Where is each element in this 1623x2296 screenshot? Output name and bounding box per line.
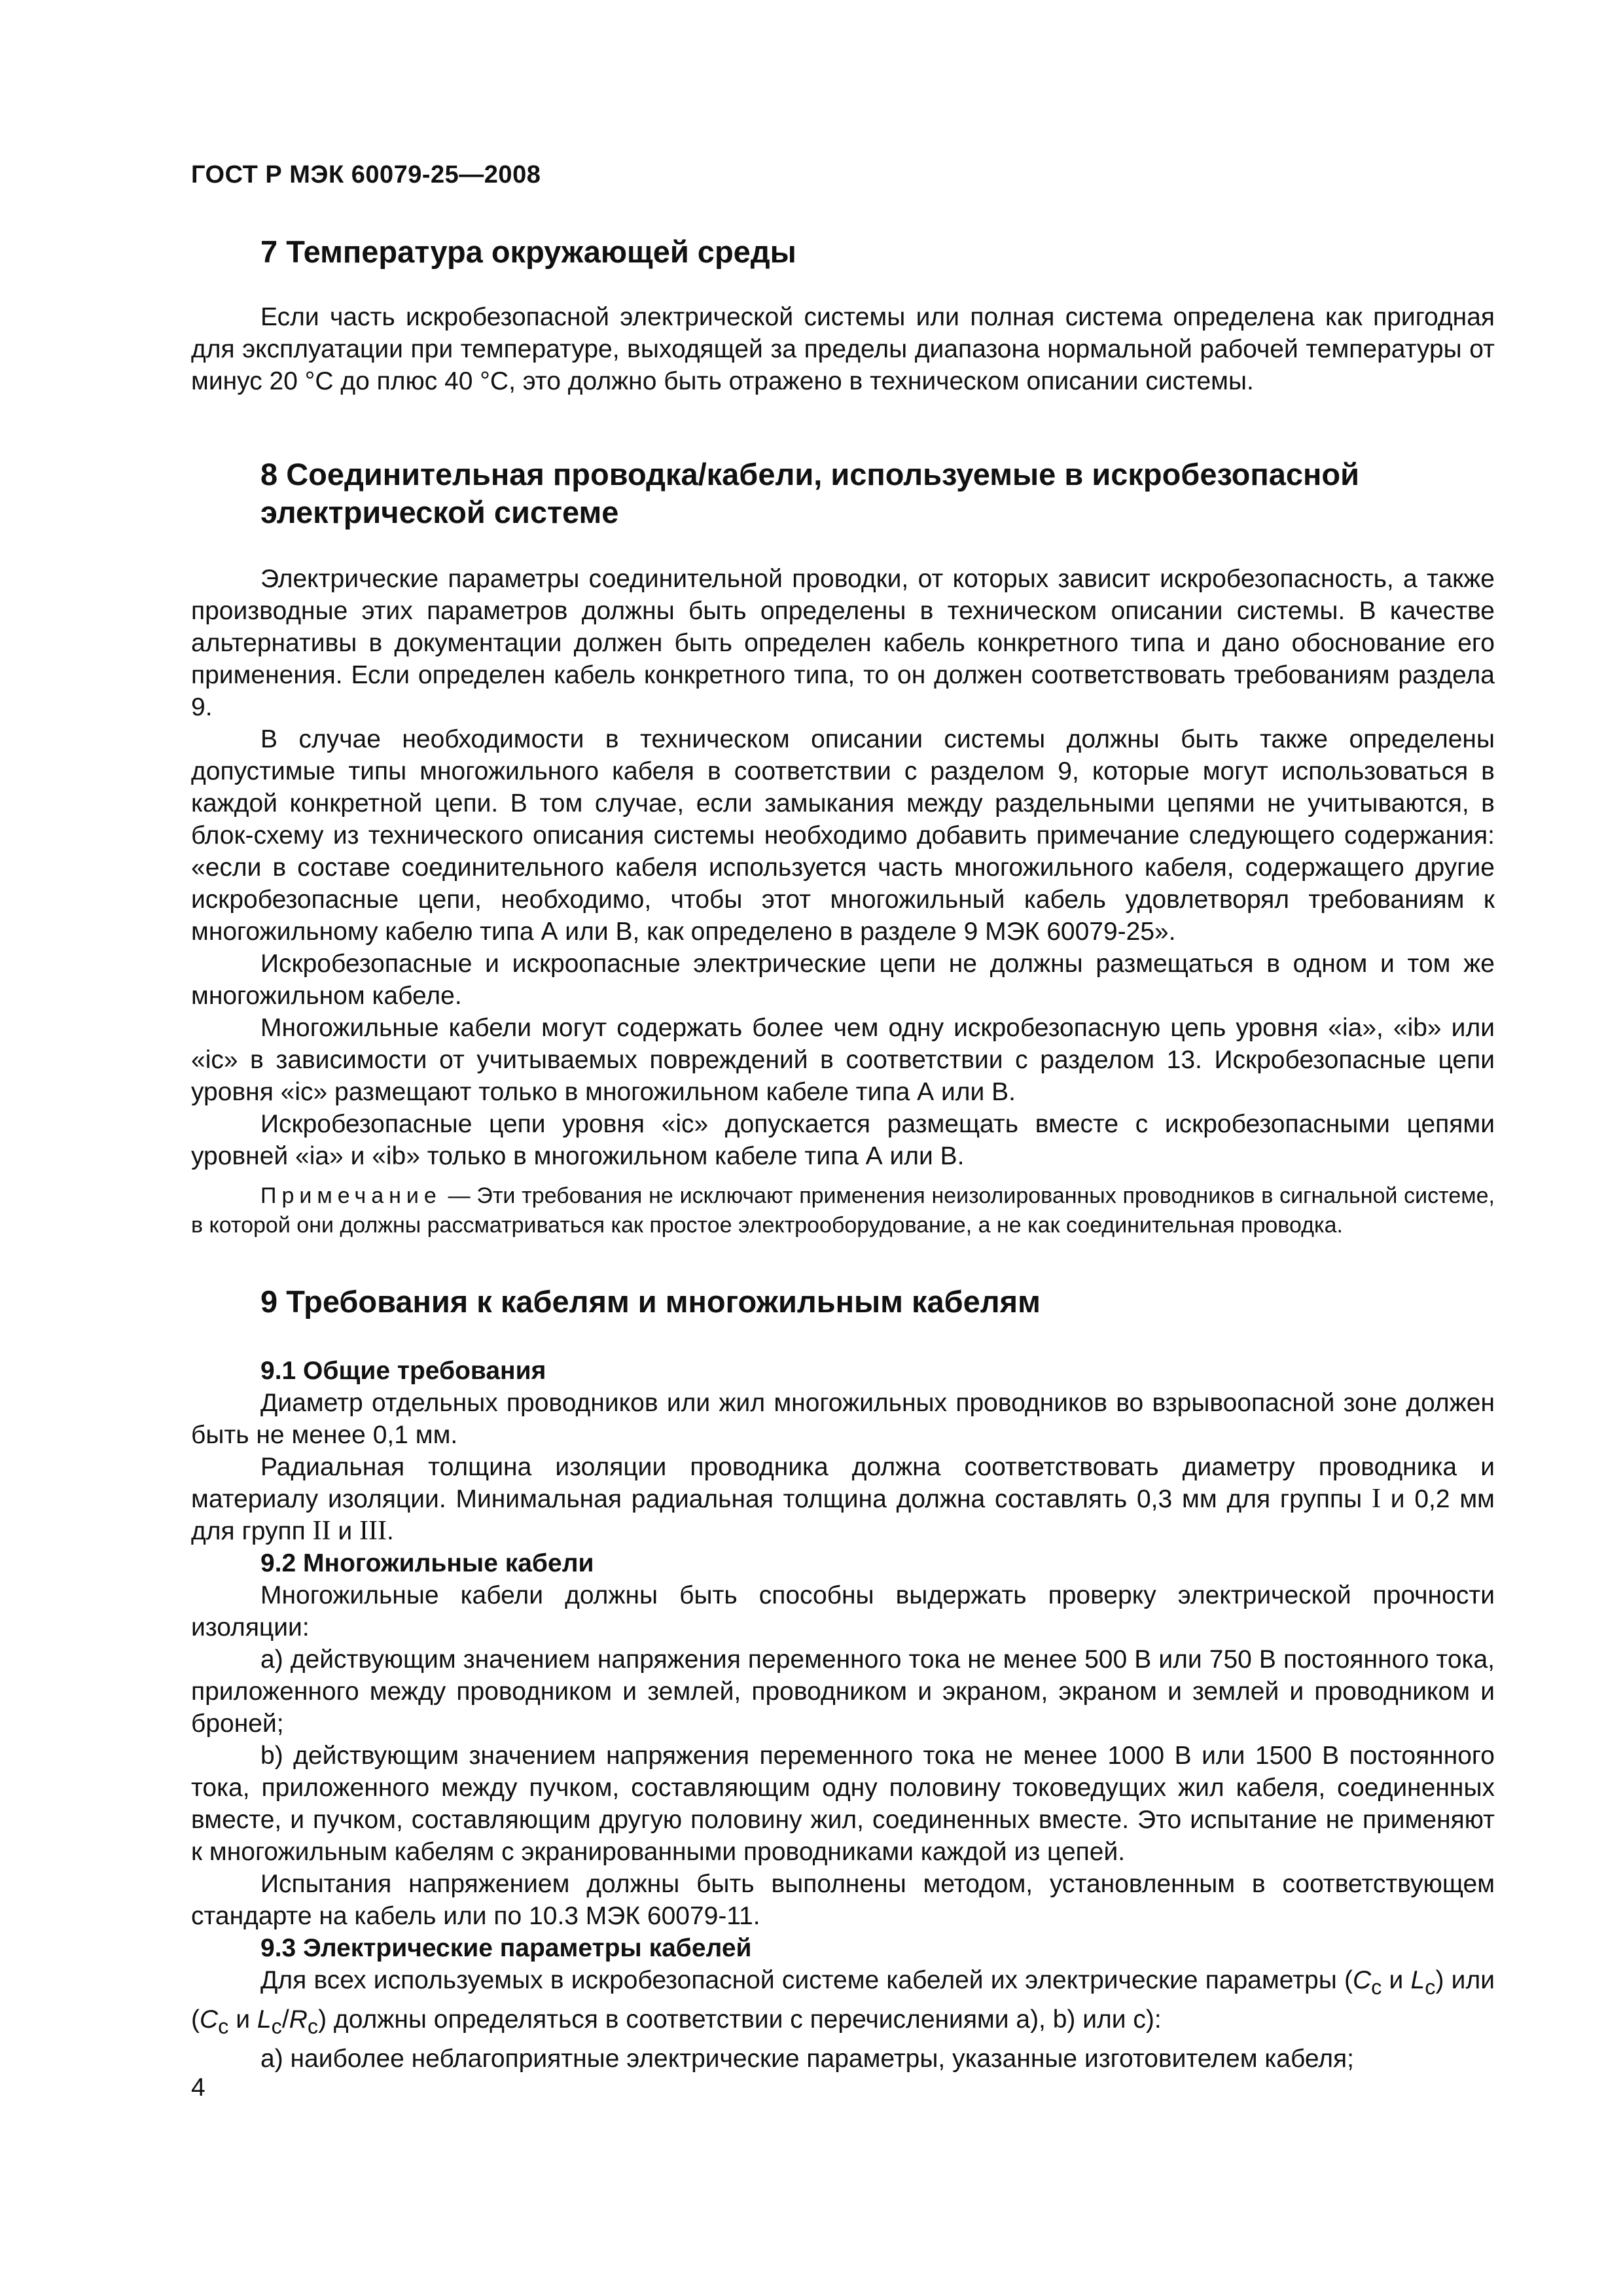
text: и [1382,1966,1411,1994]
roman-numeral: II [312,1516,331,1546]
section-8-title-line-2: электрической системе [260,495,619,529]
text: . [386,1517,394,1545]
paragraph: Многожильные кабели должны быть способны выдержать проверку электрической прочности изоляции: [191,1581,1495,1641]
paragraph: Многожильные кабели могут содержать более чем одну искробезопасную цепь уровня «ia», «ib» или «ic» в зависимости от учитываемых повреждений в соответствии с разделом 13. Искробезопасные цепи уровня «ic» размещают только в многожильном кабеле типа А или В. [191,1014,1495,1106]
subscript: c [307,2014,319,2038]
subscript: c [271,2014,282,2038]
section-7 [191,233,1495,271]
paragraph: Искробезопасные и искроопасные электрические цепи не должны размещаться в одном и том же многожильном кабеле. [191,950,1495,1010]
roman-numeral: I [1371,1484,1381,1514]
section-9-heading [191,1283,1495,1321]
symbol: C [200,2005,219,2034]
text: и [228,2005,257,2034]
subscript: c [1371,1975,1382,1999]
paragraph: Диаметр отдельных проводников или жил многожильных проводников во взрывоопасной зоне должен быть не менее 0,1 мм. [191,1389,1495,1449]
symbol: C [1352,1966,1372,1994]
section-7-body [191,301,1495,397]
subscript: c [218,2014,229,2038]
section-9-title: 9 Требования к кабелям и многожильным кабелям [260,1284,1041,1319]
note-label: Примечание [260,1183,442,1208]
subsection-9-3-title: 9.3 Электрические параметры кабелей [260,1934,752,1962]
note-text: — Эти требования не исключают применения неизолированных проводников в сигнальной системе, в которой они должны рассматриваться как простое электрооборудование, а не как соединительная проводка. [191,1183,1495,1238]
symbol: L [1410,1966,1425,1994]
paragraph: Электрические параметры соединительной проводки, от которых зависит искробезопасность, а также производные этих параметров должны быть определены в техническом описании системы. В качестве альтернативы в документации должен быть определен кабель конкретного типа и дано обоснование его применения. Если определен кабель конкретного типа, то он должен соответствовать требованиям раздела 9. [191,565,1495,721]
list-item: b) действующим значением напряжения переменного тока не менее 1000 В или 1500 В постоянного тока, приложенного между пучком, составляющим одну половину токоведущих жил кабеля, соединенных вместе, и пучком, составляющим другую половину жил, соединенных вместе. Это испытание не применяют к многожильным кабелям с экранированными проводниками каждой из цепей. [191,1742,1495,1866]
subsection-9-2-title: 9.2 Многожильные кабели [260,1549,594,1577]
paragraph: В случае необходимости в техническом описании системы должны быть также определены допустимые типы многожильного кабеля в соответствии с разделом 9, которые могут использоваться в каждой конкретной цепи. В том случае, если замыкания между раздельными цепями не учитываются, в блок-схему из технического описания системы необходимо добавить примечание следующего содержания: «если в составе соединительного кабеля используется часть многожильного кабеля, содержащего другие искробезопасные цепи, необходимо, чтобы этот многожильный кабель удовлетворял требованиям к многожильному кабелю типа А или В, как определено в разделе 9 МЭК 60079-25». [191,725,1495,946]
text: и [330,1517,359,1545]
paragraph: Искробезопасные цепи уровня «ic» допускается размещать вместе с искробезопасными цепями уровней «ia» и «ib» только в многожильном кабеле типа А или В. [191,1110,1495,1170]
text: ) или ( [191,1966,1495,2034]
text: ) должны определяться в соответствии с перечислениями а), b) или с): [318,2005,1162,2034]
paragraph [191,1451,1495,1547]
section-8-heading [191,456,1495,531]
symbol: L [257,2005,272,2034]
text: Радиальная толщина изоляции проводника должна соответствовать диаметру проводника и материалу изоляции. Минимальная радиальная толщина должна составлять 0,3 мм для группы [191,1453,1495,1513]
symbol: R [289,2005,308,2034]
text: Для всех используемых в искробезопасной системе кабелей их электрические параметры ( [260,1966,1353,1994]
subscript: c [1425,1975,1436,1999]
paragraph: Испытания напряжением должны быть выполнены методом, установленным в соответствующем стандарте на кабель или по 10.3 МЭК 60079-11. [191,1870,1495,1930]
list-item: а) действующим значением напряжения переменного тока не менее 500 В или 750 В постоянного тока, приложенного между проводником и землей, проводником и экраном, экраном и землей и проводником и броней; [191,1645,1495,1738]
subsection-9-1-title: 9.1 Общие требования [260,1357,546,1385]
text: / [281,2005,289,2034]
section-8-title-line-1: 8 Соединительная проводка/кабели, используемые в искробезопасной [260,457,1360,492]
roman-numeral: III [359,1516,387,1546]
section-9-body [191,1355,1495,2075]
list-item: а) наиболее неблагоприятные электрические параметры, указанные изготовителем кабеля; [260,2044,1354,2073]
note [191,1181,1495,1240]
paragraph: Если часть искробезопасной электрической системы или полная система определена как пригодная для эксплуатации при температуре, выходящей за пределы диапазона нормальной рабочей температуры от минус 20 °С до плюс 40 °С, это должно быть отражено в техническом описании системы. [191,303,1495,395]
paragraph [191,1964,1495,2043]
page-number: 4 [191,2073,205,2102]
standard-header: ГОСТ Р МЭК 60079-25—2008 [191,161,541,188]
section-7-title: 7 Температура окружающей среды [260,234,796,269]
section-8-body [191,563,1495,1240]
text: и 0,2 мм для групп [191,1485,1495,1545]
